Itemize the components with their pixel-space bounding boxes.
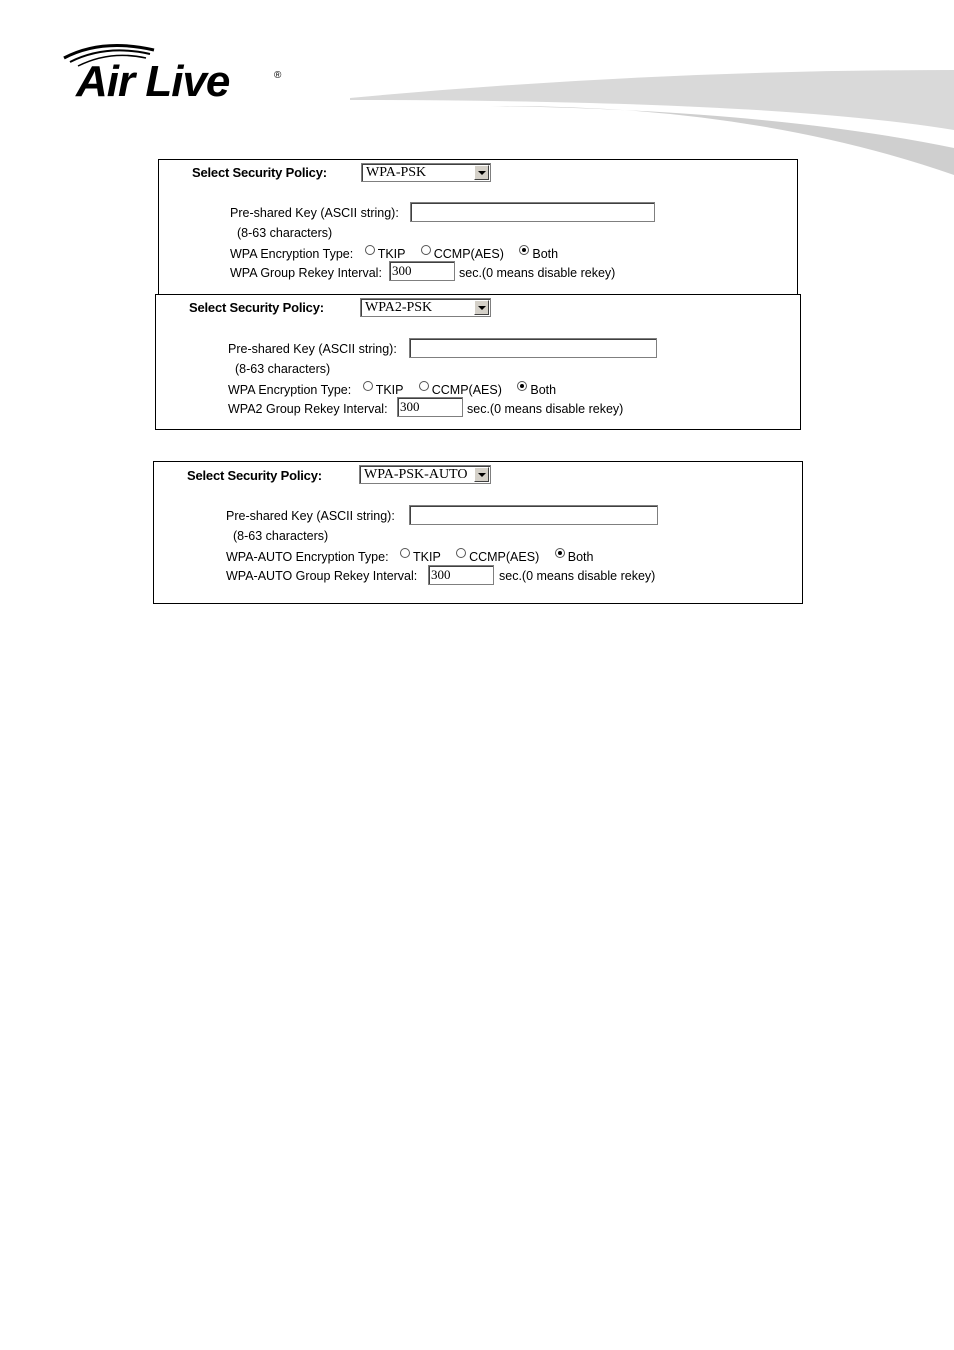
- rekey-label: WPA-AUTO Group Rekey Interval:: [226, 569, 418, 583]
- enc-option-tkip: TKIP: [413, 550, 441, 564]
- rekey-interval-input[interactable]: 300: [389, 261, 455, 281]
- rekey-interval-input[interactable]: 300: [397, 397, 463, 417]
- radio-tkip[interactable]: [365, 245, 375, 255]
- policy-label: Select Security Policy:: [192, 165, 327, 180]
- security-panel-wpa2-psk: [155, 294, 801, 430]
- registered-mark: ®: [274, 70, 282, 81]
- radio-ccmp[interactable]: [456, 548, 466, 558]
- enc-option-both: Both: [530, 383, 557, 397]
- policy-select[interactable]: [360, 298, 491, 317]
- preshared-key-input[interactable]: [409, 338, 657, 358]
- enc-option-ccmp: CCMP(AES): [433, 247, 504, 261]
- policy-select[interactable]: [361, 163, 491, 182]
- rekey-interval-input[interactable]: 300: [428, 565, 494, 585]
- radio-ccmp[interactable]: [419, 381, 429, 391]
- security-panel-wpa-psk-auto: [153, 461, 803, 604]
- enc-type-row: [226, 549, 593, 565]
- policy-select-value: WPA-PSK-AUTO: [364, 467, 468, 482]
- policy-select-value: WPA-PSK: [366, 165, 427, 180]
- rekey-hint: sec.(0 means disable rekey): [459, 266, 616, 280]
- key-label: Pre-shared Key (ASCII string):: [228, 342, 397, 356]
- policy-select-value: WPA2-PSK: [365, 300, 433, 315]
- enc-option-both: Both: [567, 550, 594, 564]
- airlive-logo: [62, 40, 292, 110]
- radio-ccmp[interactable]: [421, 245, 431, 255]
- dropdown-arrow-icon[interactable]: [474, 300, 489, 315]
- preshared-key-input[interactable]: [410, 202, 655, 222]
- radio-both[interactable]: [555, 548, 565, 558]
- key-hint: (8-63 characters): [235, 362, 331, 376]
- radio-tkip[interactable]: [400, 548, 410, 558]
- enc-option-both: Both: [532, 247, 559, 261]
- key-label: Pre-shared Key (ASCII string):: [226, 509, 395, 523]
- enc-option-tkip: TKIP: [377, 247, 406, 261]
- dropdown-arrow-icon[interactable]: [474, 165, 489, 180]
- key-hint: (8-63 characters): [233, 529, 329, 543]
- policy-label: Select Security Policy:: [187, 468, 322, 483]
- enc-label: WPA Encryption Type:: [230, 247, 354, 261]
- logo-text: Air Live: [76, 57, 230, 106]
- rekey-hint: sec.(0 means disable rekey): [467, 402, 624, 416]
- dropdown-arrow-icon[interactable]: [474, 467, 489, 482]
- radio-both[interactable]: [519, 245, 529, 255]
- enc-option-ccmp: CCMP(AES): [431, 383, 502, 397]
- enc-label: WPA-AUTO Encryption Type:: [226, 550, 389, 564]
- policy-label: Select Security Policy:: [189, 300, 324, 315]
- key-label: Pre-shared Key (ASCII string):: [230, 206, 399, 220]
- security-panel-wpa-psk: [158, 159, 798, 295]
- policy-select[interactable]: [359, 465, 491, 484]
- enc-option-ccmp: CCMP(AES): [469, 550, 540, 564]
- preshared-key-input[interactable]: [409, 505, 658, 525]
- rekey-hint: sec.(0 means disable rekey): [499, 569, 656, 583]
- radio-both[interactable]: [517, 381, 527, 391]
- key-hint: (8-63 characters): [237, 226, 333, 240]
- enc-type-row: [230, 246, 558, 262]
- radio-tkip[interactable]: [363, 381, 373, 391]
- rekey-label: WPA2 Group Rekey Interval:: [228, 402, 388, 416]
- rekey-label: WPA Group Rekey Interval:: [230, 266, 382, 280]
- enc-type-row: [228, 382, 556, 398]
- enc-label: WPA Encryption Type:: [228, 383, 352, 397]
- enc-option-tkip: TKIP: [375, 383, 404, 397]
